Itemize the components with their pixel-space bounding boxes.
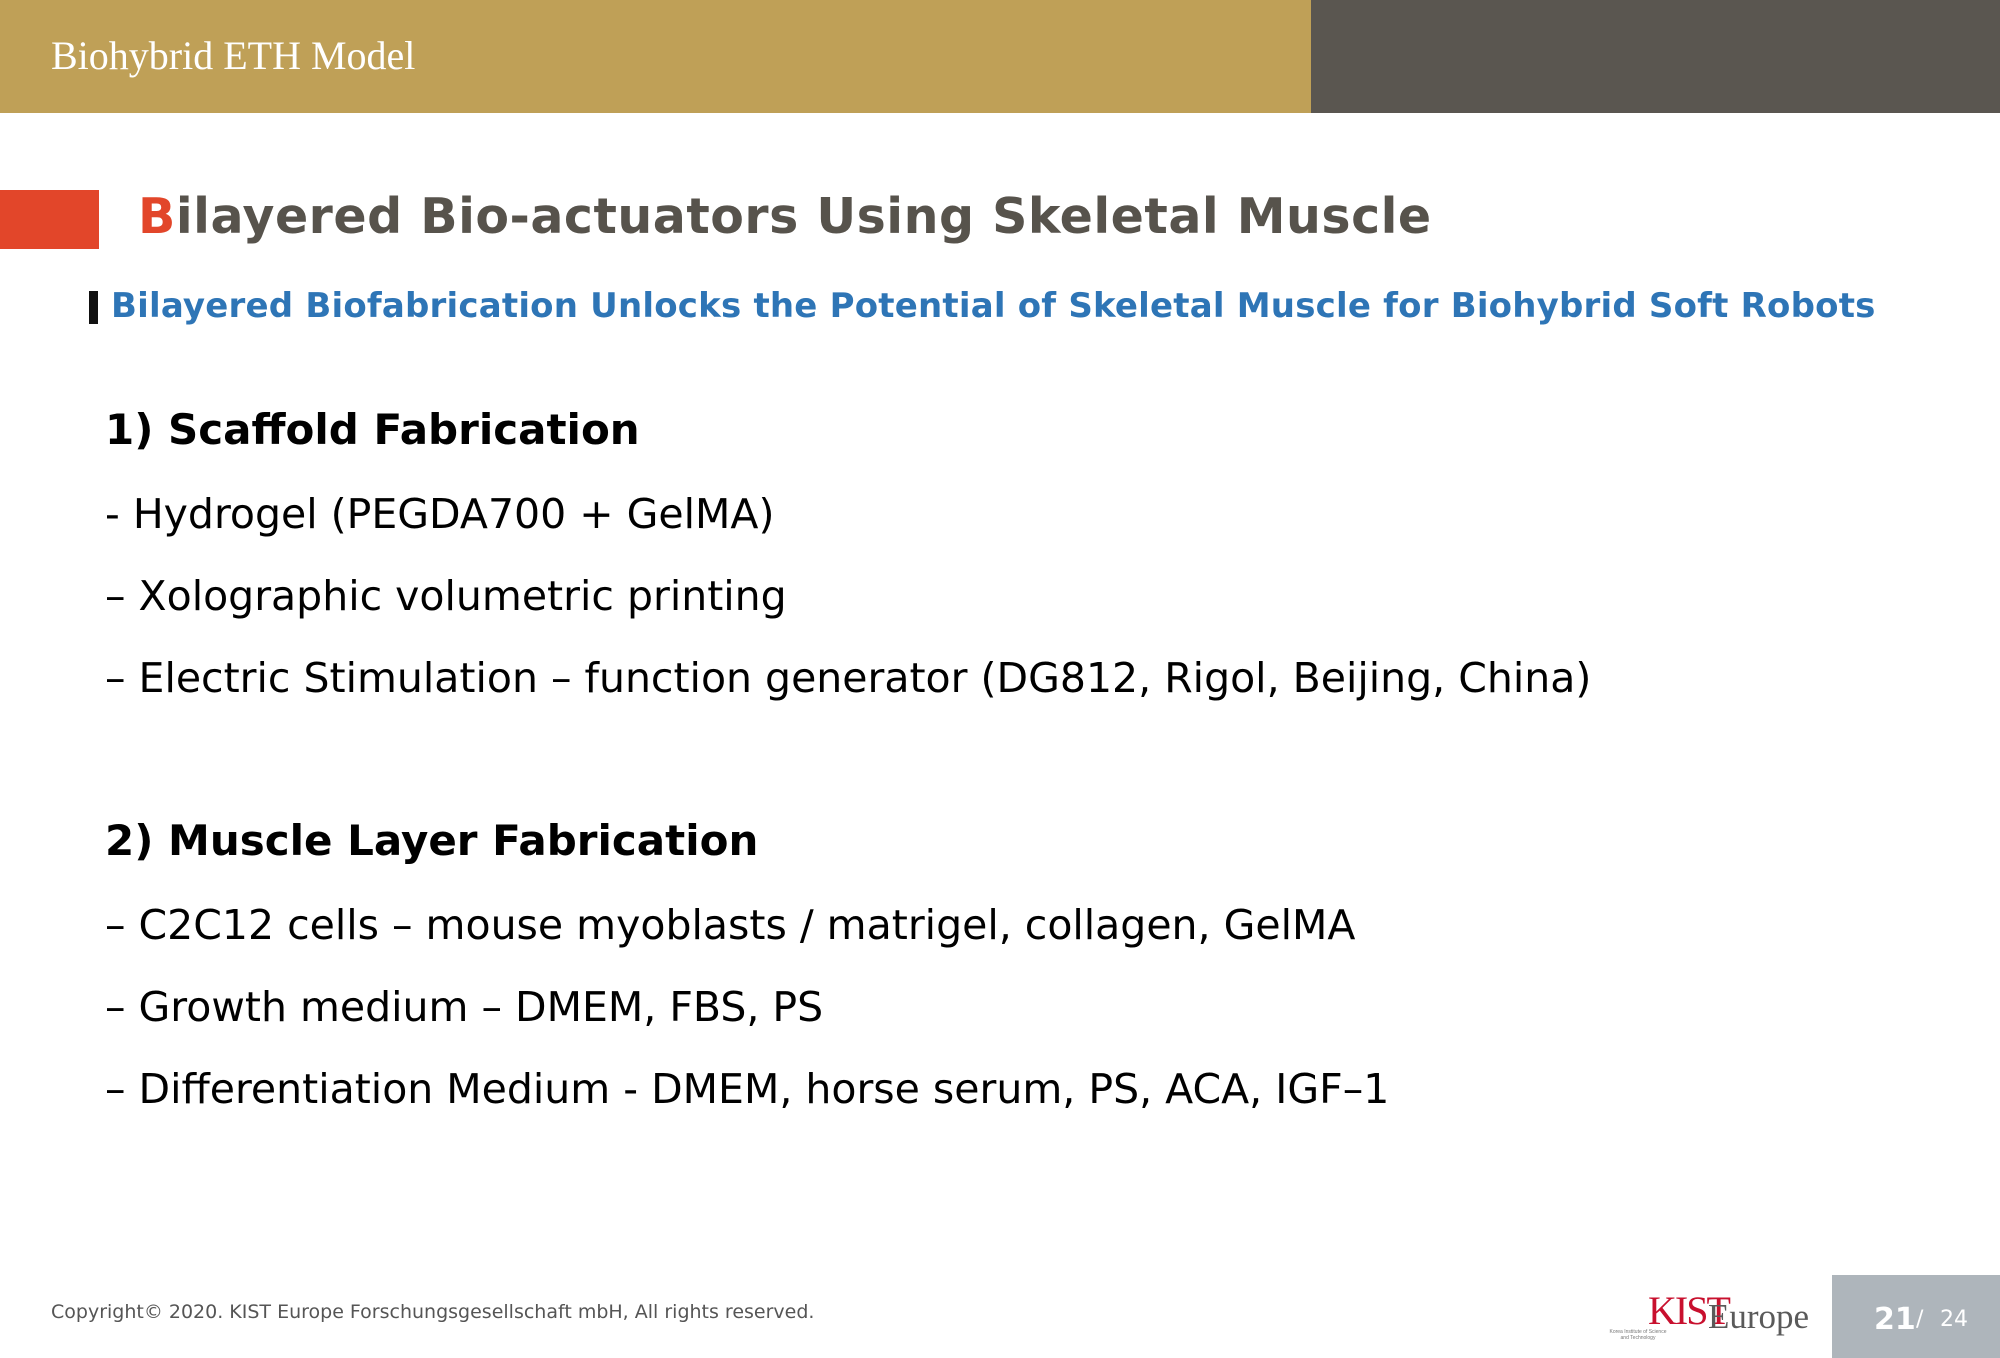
title-accent-block <box>0 190 99 249</box>
slide-title <box>138 188 1432 245</box>
list-item: – Growth medium – DMEM, FBS, PS <box>105 983 824 1031</box>
logo-europe-text: Europe <box>1708 1297 1810 1336</box>
list-item: – C2C12 cells – mouse myoblasts / matrigel, collagen, GelMA <box>105 901 1356 949</box>
section-heading-scaffold: 1) Scaffold Fabrication <box>105 405 640 454</box>
subtitle-marker <box>89 291 98 324</box>
page-total: 24 <box>1940 1307 1968 1332</box>
slide-subtitle: Bilayered Biofabrication Unlocks the Potential of Skeletal Muscle for Biohybrid Soft Robots <box>111 286 1876 326</box>
copyright-text: Copyright© 2020. KIST Europe Forschungsgesellschaft mbH, All rights reserved. <box>51 1301 815 1323</box>
list-item: – Differentiation Medium - DMEM, horse serum, PS, ACA, IGF–1 <box>105 1065 1390 1113</box>
kist-europe-logo <box>1608 1287 1808 1343</box>
header-bar-dark <box>1311 0 2000 113</box>
list-item: - Hydrogel (PEGDA700 + GelMA) <box>105 490 775 538</box>
kist-logo-subtext: Korea Institute of Science and Technology <box>1609 1329 1667 1341</box>
page-separator: / <box>1916 1307 1924 1332</box>
list-item: – Xolographic volumetric printing <box>105 572 787 620</box>
slide-title-rest: ilayered Bio-actuators Using Skeletal Muscle <box>175 188 1432 245</box>
slide-title-first-letter: B <box>138 188 176 245</box>
page-current: 21 <box>1874 1302 1916 1337</box>
list-item: – Electric Stimulation – function generator (DG812, Rigol, Beijing, China) <box>105 654 1592 702</box>
kist-logo-mark: KIST <box>1648 1288 1729 1333</box>
section-heading-muscle-layer: 2) Muscle Layer Fabrication <box>105 816 759 865</box>
page-indicator <box>1832 1275 2000 1358</box>
deck-title: Biohybrid ETH Model <box>51 33 416 78</box>
